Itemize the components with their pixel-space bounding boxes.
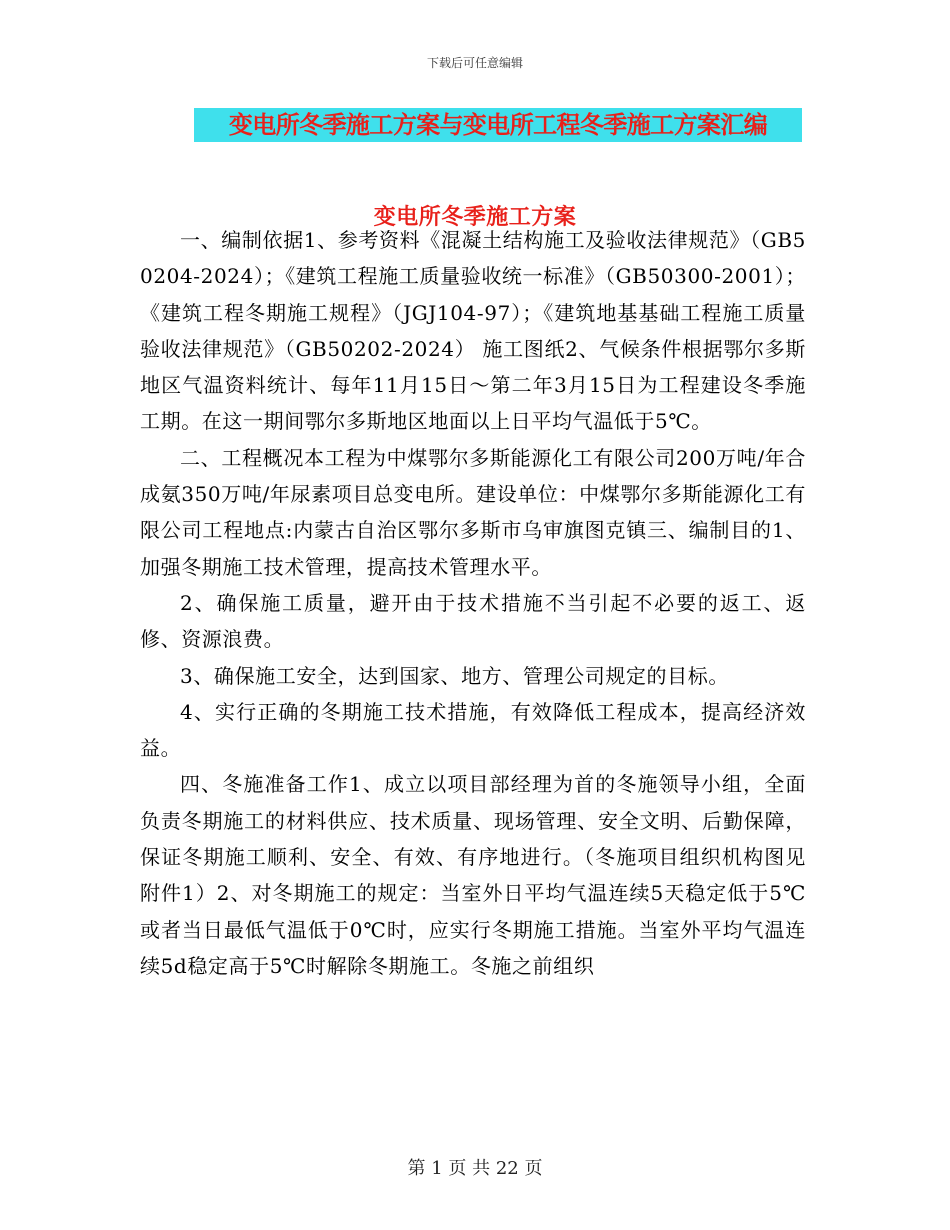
body-text: [140, 222, 806, 984]
paragraph-project-overview: 二、工程概况本工程为中煤鄂尔多斯能源化工有限公司200万吨/年合成氨350万吨/年尿素项目总变电所。建设单位：中煤鄂尔多斯能源化工有限公司工程地点:内蒙古自治区鄂尔多斯市乌审旗图克镇三、编制目的1、加强冬期施工技术管理，提高技术管理水平。: [140, 445, 806, 579]
paragraph-compilation-basis: 一、编制依据1、参考资料《混凝土结构施工及验收法律规范》（GB50204-2024）；《建筑工程施工质量验收统一标准》（GB50300-2001）；《建筑工程冬期施工规程》（JGJ104-97）；《建筑地基基础工程施工质量验收法律规范》（GB50202-2024） 施工图纸2、气候条件根据鄂尔多斯地区气温资料统计、每年11月15日～第二年3月15日为工程建设冬季施工期。在这一期间鄂尔多斯地区地面以上日平均气温低于5℃。: [140, 228, 806, 434]
paragraph-preparation: 四、冬施准备工作1、成立以项目部经理为首的冬施领导小组，全面负责冬期施工的材料供应、技术质量、现场管理、安全文明、后勤保障，保证冬期施工顺利、安全、有效、有序地进行。（冬施项目组织机构图见附件1）2、对冬期施工的规定：当室外日平均气温连续5天稳定低于5℃或者当日最低气温低于0℃时，应实行冬期施工措施。当室外平均气温连续5d稳定高于5℃时解除冬期施工。冬施之前组织: [140, 772, 806, 978]
paragraph-quality-goal: 2、确保施工质量，避开由于技术措施不当引起不必要的返工、返修、资源浪费。: [140, 590, 806, 652]
header-note: 下载后可任意编辑: [426, 56, 523, 70]
section-title: 变电所冬季施工方案: [373, 205, 577, 230]
document-title: 变电所冬季施工方案与变电所工程冬季施工方案汇编: [228, 111, 768, 139]
doc-title-highlight: [194, 108, 802, 142]
paragraph-cost-goal: 4、实行正确的冬期施工技术措施，有效降低工程成本，提高经济效益。: [140, 699, 806, 761]
paragraph-safety-goal: 3、确保施工安全，达到国家、地方、管理公司规定的目标。: [180, 663, 729, 688]
page-footer: 第 1 页 共 22 页: [407, 1158, 543, 1179]
